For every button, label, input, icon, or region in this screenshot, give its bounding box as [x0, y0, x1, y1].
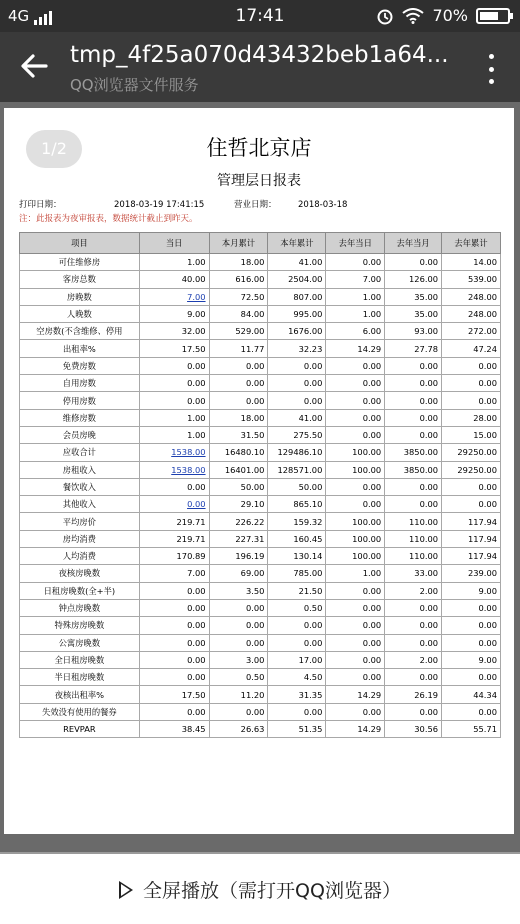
table-cell: 1.00: [326, 288, 385, 305]
table-cell: 16480.10: [209, 444, 268, 461]
row-label: 公寓房晚数: [20, 634, 140, 651]
table-cell: 0.00: [139, 703, 209, 720]
table-cell: 30.56: [385, 721, 442, 738]
table-cell: 0.00: [268, 392, 326, 409]
table-cell: 0.00: [326, 426, 385, 443]
table-cell: 29250.00: [442, 461, 501, 478]
table-cell: 6.00: [326, 323, 385, 340]
table-cell: 1676.00: [268, 323, 326, 340]
table-cell: 0.00: [139, 478, 209, 495]
alarm-icon: [376, 7, 394, 25]
table-cell: 0.00: [139, 599, 209, 616]
table-cell: 219.71: [139, 530, 209, 547]
column-header: 去年当月: [385, 233, 442, 254]
table-cell: 0.00: [268, 703, 326, 720]
table-cell: 0.00: [385, 392, 442, 409]
table-cell: 0.00: [209, 703, 268, 720]
column-header: 项目: [20, 233, 140, 254]
column-header: 当日: [139, 233, 209, 254]
table-cell: 51.35: [268, 721, 326, 738]
table-cell: 529.00: [209, 323, 268, 340]
table-row: [20, 426, 501, 443]
table-cell: 29250.00: [442, 444, 501, 461]
table-cell: 26.19: [385, 686, 442, 703]
table-cell: 239.00: [442, 565, 501, 582]
table-cell: 32.00: [139, 323, 209, 340]
back-arrow-icon[interactable]: [16, 48, 52, 84]
table-cell: 1.00: [139, 426, 209, 443]
table-cell: 3850.00: [385, 444, 442, 461]
table-cell: [139, 288, 209, 305]
table-cell: 0.00: [326, 254, 385, 271]
table-row: [20, 513, 501, 530]
table-cell: 0.00: [139, 634, 209, 651]
page-indicator: 1/2: [26, 130, 82, 168]
row-label: 自用房数: [20, 375, 140, 392]
table-cell: 14.00: [442, 254, 501, 271]
table-cell: 0.00: [442, 357, 501, 374]
table-cell: 196.19: [209, 548, 268, 565]
table-cell: 0.00: [442, 669, 501, 686]
table-cell: 72.50: [209, 288, 268, 305]
table-cell: 17.50: [139, 340, 209, 357]
table-cell: 4.50: [268, 669, 326, 686]
table-cell: 807.00: [268, 288, 326, 305]
battery-icon: [476, 8, 510, 24]
table-cell: 117.94: [442, 530, 501, 547]
table-cell: 0.00: [268, 375, 326, 392]
row-label: 房均消费: [20, 530, 140, 547]
table-cell: 248.00: [442, 305, 501, 322]
table-cell: 0.00: [385, 254, 442, 271]
table-cell: 15.00: [442, 426, 501, 443]
table-cell: 226.22: [209, 513, 268, 530]
table-row: [20, 582, 501, 599]
table-cell: 0.00: [139, 582, 209, 599]
table-cell: 539.00: [442, 271, 501, 288]
table-cell: 0.00: [268, 634, 326, 651]
bottom-bar: [0, 854, 520, 924]
row-label: 房租收入: [20, 461, 140, 478]
file-subtitle: QQ浏览器文件服务: [70, 76, 199, 94]
table-row: [20, 599, 501, 616]
document-page: [4, 108, 514, 834]
table-cell: 47.24: [442, 340, 501, 357]
table-cell: 26.63: [209, 721, 268, 738]
table-cell: 0.00: [385, 496, 442, 513]
table-cell: 11.77: [209, 340, 268, 357]
table-cell: 0.00: [326, 478, 385, 495]
table-cell: 129486.10: [268, 444, 326, 461]
table-cell: 0.00: [209, 392, 268, 409]
table-cell: 100.00: [326, 444, 385, 461]
status-right: [376, 6, 510, 25]
table-cell: 1.00: [326, 305, 385, 322]
table-cell: 117.94: [442, 513, 501, 530]
table-cell: 7.00: [139, 565, 209, 582]
table-cell: 100.00: [326, 530, 385, 547]
table-cell: 0.00: [442, 392, 501, 409]
table-cell: 14.29: [326, 721, 385, 738]
table-cell: 69.00: [209, 565, 268, 582]
table-cell: 126.00: [385, 271, 442, 288]
table-cell: 1.00: [139, 254, 209, 271]
table-cell: 0.00: [139, 617, 209, 634]
table-cell: 32.23: [268, 340, 326, 357]
table-cell: 995.00: [268, 305, 326, 322]
report-table: [19, 232, 501, 738]
table-cell: 0.00: [209, 599, 268, 616]
table-cell: 93.00: [385, 323, 442, 340]
table-cell: 18.00: [209, 254, 268, 271]
table-row: [20, 669, 501, 686]
table-cell: [139, 461, 209, 478]
business-date: 2018-03-18: [298, 200, 348, 210]
table-cell: 14.29: [326, 340, 385, 357]
table-cell: 0.00: [139, 651, 209, 668]
table-cell: 0.00: [326, 357, 385, 374]
row-label: 夜核出租率%: [20, 686, 140, 703]
play-icon: [119, 881, 133, 899]
table-cell: 0.00: [209, 617, 268, 634]
table-cell: 33.00: [385, 565, 442, 582]
table-cell: 159.32: [268, 513, 326, 530]
table-cell: 41.00: [268, 409, 326, 426]
print-date-label: 打印日期：: [19, 200, 62, 210]
table-cell: 219.71: [139, 513, 209, 530]
row-label: 餐饮收入: [20, 478, 140, 495]
table-cell: 0.00: [326, 703, 385, 720]
table-row: [20, 651, 501, 668]
battery-percent: 70%: [432, 6, 468, 25]
table-row: [20, 392, 501, 409]
table-cell: 616.00: [209, 271, 268, 288]
table-cell: 1.00: [139, 409, 209, 426]
row-label: 空房数(不含维修、停用: [20, 323, 140, 340]
table-cell: 248.00: [442, 288, 501, 305]
table-cell: 0.00: [326, 651, 385, 668]
table-cell: 50.00: [268, 478, 326, 495]
table-cell: 0.00: [442, 375, 501, 392]
table-cell: 9.00: [442, 651, 501, 668]
table-cell: 35.00: [385, 305, 442, 322]
table-cell: 0.00: [442, 703, 501, 720]
table-cell: 0.00: [326, 375, 385, 392]
table-cell: 38.45: [139, 721, 209, 738]
table-cell: 0.00: [385, 375, 442, 392]
table-cell: 0.00: [385, 478, 442, 495]
table-cell: 0.00: [326, 599, 385, 616]
table-cell: 0.00: [139, 375, 209, 392]
table-row: [20, 703, 501, 720]
table-cell: 785.00: [268, 565, 326, 582]
report-title: 管理层日报表: [217, 173, 301, 189]
value-link[interactable]: 1538.00: [171, 447, 206, 458]
table-cell: 110.00: [385, 548, 442, 565]
table-cell: 0.50: [268, 599, 326, 616]
table-row: [20, 271, 501, 288]
table-cell: 0.00: [442, 496, 501, 513]
table-cell: 130.14: [268, 548, 326, 565]
row-label: 人均消费: [20, 548, 140, 565]
store-name: 住哲北京店: [206, 136, 312, 160]
table-cell: 128571.00: [268, 461, 326, 478]
table-cell: 100.00: [326, 548, 385, 565]
table-cell: 7.00: [326, 271, 385, 288]
row-label: 其他收入: [20, 496, 140, 513]
table-row: [20, 478, 501, 495]
table-cell: 0.00: [326, 409, 385, 426]
table-cell: 18.00: [209, 409, 268, 426]
table-cell: 0.00: [209, 375, 268, 392]
table-cell: 275.50: [268, 426, 326, 443]
column-header: 去年累计: [442, 233, 501, 254]
table-cell: 35.00: [385, 288, 442, 305]
table-cell: 17.50: [139, 686, 209, 703]
table-row: [20, 444, 501, 461]
row-label: 日租房晚数(全+半): [20, 582, 140, 599]
column-header: 本月累计: [209, 233, 268, 254]
table-cell: 3850.00: [385, 461, 442, 478]
report-note: 注：此报表为夜审报表，数据统计截止到昨天。: [19, 214, 198, 224]
table-row: [20, 634, 501, 651]
table-cell: 0.00: [209, 357, 268, 374]
row-label: 失效没有使用的餐券: [20, 703, 140, 720]
table-row: [20, 565, 501, 582]
table-cell: 0.50: [209, 669, 268, 686]
table-cell: 0.00: [385, 599, 442, 616]
table-cell: 31.50: [209, 426, 268, 443]
table-cell: 110.00: [385, 530, 442, 547]
clock: 17:41: [235, 6, 285, 26]
network-type: 4G: [8, 7, 30, 25]
table-cell: 29.10: [209, 496, 268, 513]
status-bar: [0, 0, 520, 32]
table-cell: 160.45: [268, 530, 326, 547]
table-cell: 1.00: [326, 565, 385, 582]
print-date: 2018-03-19 17:41:15: [114, 200, 205, 210]
table-cell: 0.00: [268, 617, 326, 634]
table-row: [20, 323, 501, 340]
table-row: [20, 375, 501, 392]
table-cell: 272.00: [442, 323, 501, 340]
row-label: REVPAR: [20, 721, 140, 738]
value-link[interactable]: 0.00: [187, 499, 206, 510]
table-cell: 0.00: [385, 426, 442, 443]
table-cell: 31.35: [268, 686, 326, 703]
row-label: 客房总数: [20, 271, 140, 288]
table-cell: 0.00: [326, 582, 385, 599]
table-cell: 117.94: [442, 548, 501, 565]
table-cell: 28.00: [442, 409, 501, 426]
table-cell: 0.00: [326, 634, 385, 651]
table-cell: 0.00: [385, 634, 442, 651]
table-cell: 0.00: [385, 703, 442, 720]
report-meta: [19, 198, 347, 210]
table-cell: [139, 496, 209, 513]
table-cell: 9.00: [139, 305, 209, 322]
table-cell: 0.00: [139, 669, 209, 686]
table-cell: 9.00: [442, 582, 501, 599]
wifi-icon: [402, 8, 424, 24]
table-body: [20, 254, 501, 738]
table-cell: 41.00: [268, 254, 326, 271]
table-cell: 865.10: [268, 496, 326, 513]
row-label: 停用房数: [20, 392, 140, 409]
table-cell: 14.29: [326, 686, 385, 703]
table-cell: 0.00: [268, 357, 326, 374]
table-cell: 0.00: [326, 496, 385, 513]
row-label: 应收合计: [20, 444, 140, 461]
table-cell: 100.00: [326, 461, 385, 478]
row-label: 夜核房晚数: [20, 565, 140, 582]
table-row: [20, 305, 501, 322]
row-label: 半日租房晚数: [20, 669, 140, 686]
table-row: [20, 496, 501, 513]
table-row: [20, 461, 501, 478]
table-cell: 3.00: [209, 651, 268, 668]
row-label: 免费房数: [20, 357, 140, 374]
row-label: 可住维修房: [20, 254, 140, 271]
column-header: 去年当日: [326, 233, 385, 254]
table-row: [20, 340, 501, 357]
value-link[interactable]: 1538.00: [171, 464, 206, 475]
table-cell: 0.00: [326, 669, 385, 686]
table-cell: 0.00: [326, 617, 385, 634]
table-cell: 100.00: [326, 513, 385, 530]
row-label: 房晚数: [20, 288, 140, 305]
table-cell: 0.00: [385, 669, 442, 686]
row-label: 全日租房晚数: [20, 651, 140, 668]
table-cell: 40.00: [139, 271, 209, 288]
row-label: 钟点房晚数: [20, 599, 140, 616]
table-row: [20, 254, 501, 271]
file-title: tmp_4f25a070d43432beb1a64...: [70, 42, 449, 68]
table-cell: 0.00: [209, 634, 268, 651]
table-cell: 84.00: [209, 305, 268, 322]
table-cell: 2504.00: [268, 271, 326, 288]
table-header-row: [20, 233, 501, 254]
table-row: [20, 409, 501, 426]
table-row: [20, 530, 501, 547]
table-cell: 3.50: [209, 582, 268, 599]
table-cell: 44.34: [442, 686, 501, 703]
column-header: 本年累计: [268, 233, 326, 254]
table-row: [20, 288, 501, 305]
table-cell: 16401.00: [209, 461, 268, 478]
table-row: [20, 686, 501, 703]
table-cell: 21.50: [268, 582, 326, 599]
document-viewer[interactable]: [0, 102, 520, 852]
table-row: [20, 357, 501, 374]
table-cell: 55.71: [442, 721, 501, 738]
table-cell: 0.00: [442, 617, 501, 634]
table-row: [20, 548, 501, 565]
battery-fill: [480, 12, 498, 20]
table-row: [20, 721, 501, 738]
table-cell: 0.00: [442, 478, 501, 495]
table-cell: 0.00: [326, 392, 385, 409]
table-cell: 0.00: [442, 599, 501, 616]
table-cell: 0.00: [385, 409, 442, 426]
row-label: 平均房价: [20, 513, 140, 530]
table-cell: [139, 444, 209, 461]
app-bar: [0, 32, 520, 102]
table-cell: 110.00: [385, 513, 442, 530]
table-cell: 17.00: [268, 651, 326, 668]
more-menu-icon[interactable]: [486, 54, 496, 84]
row-label: 维修房数: [20, 409, 140, 426]
table-cell: 11.20: [209, 686, 268, 703]
table-cell: 0.00: [139, 392, 209, 409]
table-cell: 2.00: [385, 651, 442, 668]
table-cell: 2.00: [385, 582, 442, 599]
row-label: 人晚数: [20, 305, 140, 322]
fullscreen-play-button[interactable]: [0, 876, 520, 903]
row-label: 出租率%: [20, 340, 140, 357]
table-cell: 0.00: [385, 357, 442, 374]
table-cell: 227.31: [209, 530, 268, 547]
table-cell: 0.00: [385, 617, 442, 634]
value-link[interactable]: 7.00: [187, 291, 206, 302]
table-cell: 170.89: [139, 548, 209, 565]
play-label: 全屏播放（需打开QQ浏览器）: [143, 880, 401, 902]
row-label: 特殊房房晚数: [20, 617, 140, 634]
table-row: [20, 617, 501, 634]
business-date-label: 营业日期：: [234, 200, 277, 210]
row-label: 会员房晚: [20, 426, 140, 443]
table-cell: 0.00: [442, 634, 501, 651]
table-cell: 0.00: [139, 357, 209, 374]
table-cell: 27.78: [385, 340, 442, 357]
table-cell: 50.00: [209, 478, 268, 495]
